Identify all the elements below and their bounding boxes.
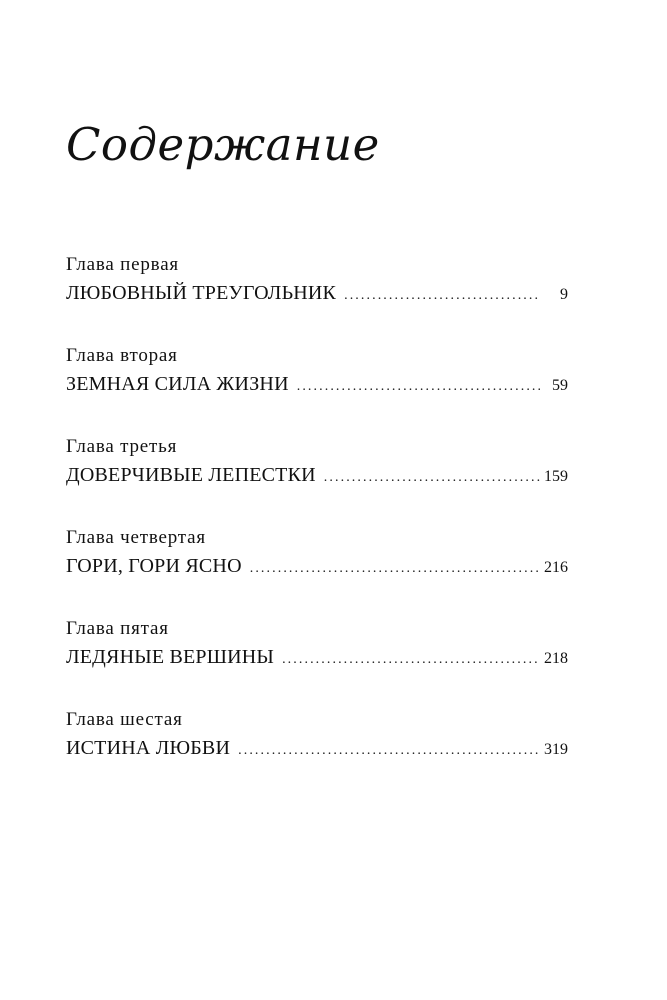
chapter-title: ЛЮБОВНЫЙ ТРЕУГОЛЬНИК xyxy=(66,282,337,304)
chapter-label: Глава четвертая xyxy=(66,527,206,548)
chapter-line xyxy=(66,460,568,490)
chapter-title: ЛЕДЯНЫЕ ВЕРШИНЫ xyxy=(66,646,275,668)
chapter-line xyxy=(66,551,568,581)
chapter-label: Глава вторая xyxy=(66,345,178,366)
page-number: 319 xyxy=(544,741,568,758)
chapter-line xyxy=(66,642,568,672)
page-number: 59 xyxy=(552,377,568,394)
chapter-line xyxy=(66,278,568,308)
chapter-line xyxy=(66,369,568,399)
dot-leader xyxy=(297,372,540,402)
toc-entry-4[interactable] xyxy=(66,525,568,616)
chapter-label: Глава шестая xyxy=(66,709,183,730)
dot-leader xyxy=(324,463,540,493)
toc-entry-3[interactable] xyxy=(66,434,568,525)
toc-heading: Содержание xyxy=(66,118,380,171)
chapter-label: Глава первая xyxy=(66,254,179,275)
dot-leader xyxy=(238,736,540,766)
toc-entry-6[interactable] xyxy=(66,707,568,798)
chapter-label: Глава третья xyxy=(66,436,178,457)
toc-entry-5[interactable] xyxy=(66,616,568,707)
page-number: 216 xyxy=(544,559,568,576)
page-number: 159 xyxy=(544,468,568,485)
chapter-title: ДОВЕРЧИВЫЕ ЛЕПЕСТКИ xyxy=(66,464,316,486)
chapter-line xyxy=(66,733,568,763)
chapter-title: ГОРИ, ГОРИ ЯСНО xyxy=(66,555,242,577)
toc-list xyxy=(66,252,568,798)
dot-leader xyxy=(282,645,540,675)
chapter-title: ИСТИНА ЛЮБВИ xyxy=(66,737,231,759)
page-number: 9 xyxy=(560,286,568,303)
toc-entry-2[interactable] xyxy=(66,343,568,434)
chapter-title: ЗЕМНАЯ СИЛА ЖИЗНИ xyxy=(66,373,289,395)
page-number: 218 xyxy=(544,650,568,667)
toc-entry-1[interactable] xyxy=(66,252,568,343)
dot-leader xyxy=(344,281,540,311)
dot-leader xyxy=(250,554,540,584)
chapter-label: Глава пятая xyxy=(66,618,169,639)
